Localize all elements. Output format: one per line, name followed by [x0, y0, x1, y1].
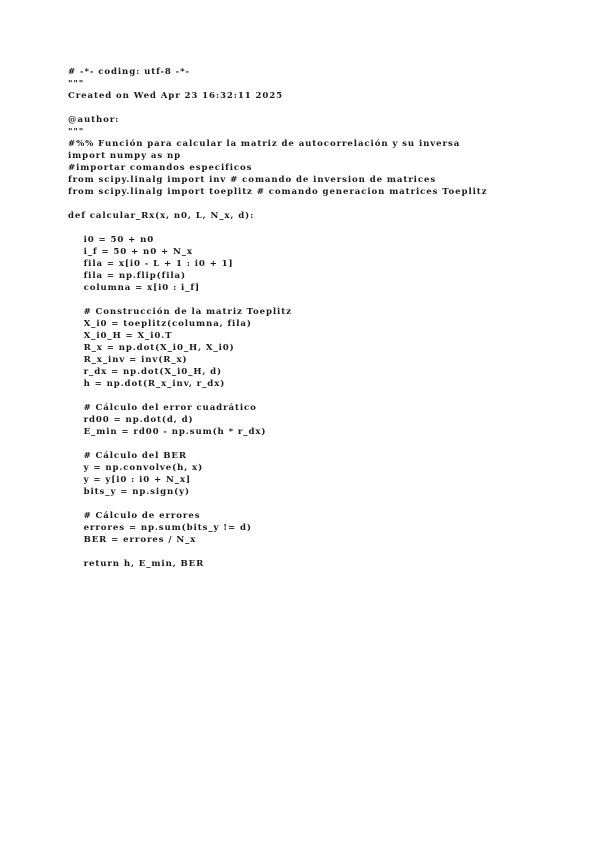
code-line: [68, 294, 588, 306]
code-line: y = np.convolve(h, x): [68, 463, 204, 473]
code-line: R_x_inv = inv(R_x): [68, 355, 188, 365]
code-line: fila = np.flip(fila): [68, 271, 186, 281]
code-line: X_i0 = toeplitz(columna, fila): [68, 319, 252, 329]
code-listing: [68, 66, 588, 570]
code-line: from scipy.linalg import inv # comando de inversion de matrices: [68, 175, 437, 185]
code-line: columna = x[i0 : i_f]: [68, 283, 200, 293]
code-line: [68, 222, 588, 234]
code-line: errores = np.sum(bits_y != d): [68, 523, 252, 533]
code-line: import numpy as np: [68, 151, 182, 161]
code-line: """: [68, 127, 85, 137]
code-line: [68, 438, 588, 450]
code-line: #importar comandos especificos: [68, 163, 253, 173]
code-line: [68, 546, 588, 558]
code-line: y = y[i0 : i0 + N_x]: [68, 475, 191, 485]
code-line: BER = errores / N_x: [68, 535, 197, 545]
code-line: return h, E_min, BER: [68, 559, 205, 569]
code-line: # Cálculo del error cuadrático: [68, 403, 257, 413]
code-line: bits_y = np.sign(y): [68, 487, 190, 497]
code-line: [68, 102, 588, 114]
code-line: [68, 198, 588, 210]
code-line: i_f = 50 + n0 + N_x: [68, 247, 193, 257]
code-line: Created on Wed Apr 23 16:32:11 2025: [68, 91, 284, 101]
code-line: X_i0_H = X_i0.T: [68, 331, 173, 341]
code-line: E_min = rd00 - np.sum(h * r_dx): [68, 427, 267, 437]
code-line: def calcular_Rx(x, n0, L, N_x, d):: [68, 211, 255, 221]
code-line: r_dx = np.dot(X_i0_H, d): [68, 367, 223, 377]
code-line: # -*- coding: utf-8 -*-: [68, 67, 190, 77]
code-line: # Construcción de la matriz Toeplitz: [68, 307, 292, 317]
code-line: from scipy.linalg import toeplitz # comando generacion matrices Toeplitz: [68, 187, 488, 197]
code-line: R_x = np.dot(X_i0_H, X_i0): [68, 343, 235, 353]
code-line: # Cálculo del BER: [68, 451, 187, 461]
code-line: rd00 = np.dot(d, d): [68, 415, 194, 425]
code-line: @author:: [68, 115, 120, 125]
code-line: #%% Función para calcular la matriz de autocorrelación y su inversa: [68, 139, 461, 149]
code-line: # Cálculo de errores: [68, 511, 201, 521]
code-line: h = np.dot(R_x_inv, r_dx): [68, 379, 226, 389]
code-line: [68, 498, 588, 510]
code-line: fila = x[i0 - L + 1 : i0 + 1]: [68, 259, 234, 269]
code-line: [68, 390, 588, 402]
code-line: i0 = 50 + n0: [68, 235, 155, 245]
code-line: """: [68, 79, 85, 89]
